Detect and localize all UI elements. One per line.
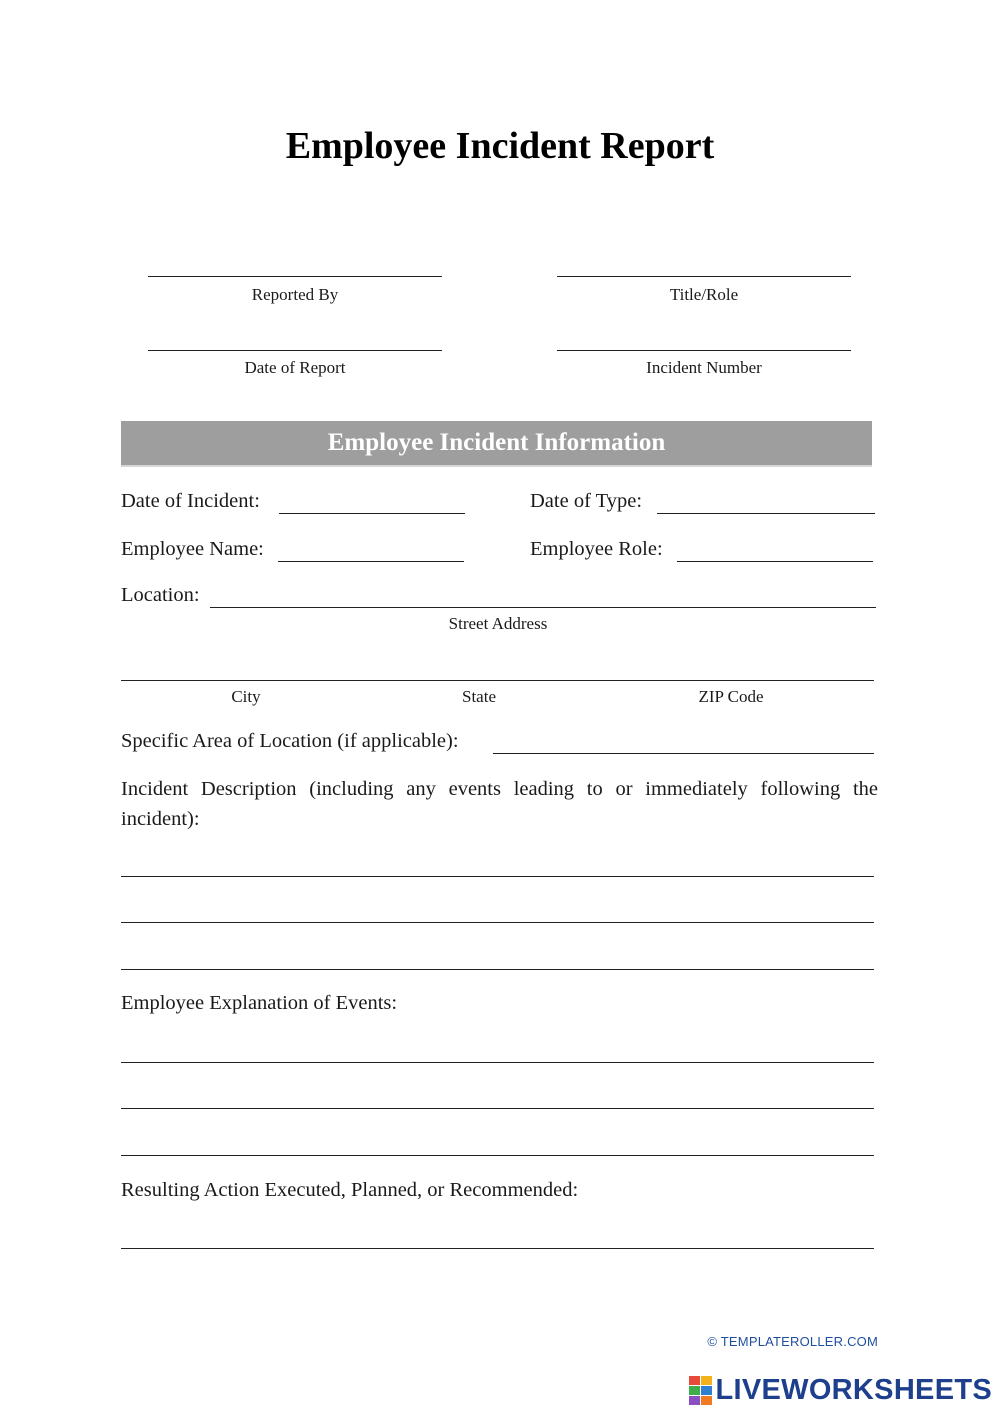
- zip-code-caption: ZIP Code: [698, 687, 764, 706]
- employee-role-label: Employee Role:: [530, 538, 663, 560]
- date-of-type-field[interactable]: [657, 513, 875, 514]
- employee-explanation-label: Employee Explanation of Events:: [121, 992, 398, 1014]
- section-header: Employee Incident Information: [121, 421, 872, 465]
- reported-by-caption: Reported By: [251, 285, 339, 304]
- street-address-caption: Street Address: [448, 614, 548, 633]
- logo-block: [701, 1386, 712, 1395]
- employee-explanation-line-1[interactable]: [121, 1062, 874, 1063]
- liveworksheets-logo-icon: [689, 1376, 713, 1406]
- logo-block: [701, 1396, 712, 1405]
- logo-block: [689, 1396, 700, 1405]
- date-of-report-caption: Date of Report: [244, 358, 346, 377]
- employee-name-label: Employee Name:: [121, 538, 264, 560]
- title-role-caption: Title/Role: [669, 285, 739, 304]
- logo-block: [701, 1376, 712, 1385]
- date-of-report-line[interactable]: [148, 350, 442, 351]
- page-title: Employee Incident Report: [285, 125, 715, 167]
- logo-block: [689, 1376, 700, 1385]
- city-caption: City: [231, 687, 261, 706]
- logo-block: [689, 1386, 700, 1395]
- state-caption: State: [462, 687, 496, 706]
- incident-number-caption: Incident Number: [646, 358, 762, 377]
- specific-area-field[interactable]: [493, 753, 874, 754]
- incident-description-line-3[interactable]: [121, 969, 874, 970]
- specific-area-label: Specific Area of Location (if applicable):: [121, 730, 459, 752]
- date-of-incident-field[interactable]: [279, 513, 465, 514]
- location-label: Location:: [121, 584, 200, 606]
- employee-explanation-line-2[interactable]: [121, 1108, 874, 1109]
- city-state-zip-field[interactable]: [121, 680, 874, 681]
- reported-by-line[interactable]: [148, 276, 442, 277]
- incident-description-line-2[interactable]: [121, 922, 874, 923]
- incident-number-line[interactable]: [557, 350, 851, 351]
- resulting-action-line-1[interactable]: [121, 1248, 874, 1249]
- employee-explanation-line-3[interactable]: [121, 1155, 874, 1156]
- street-address-field[interactable]: [210, 607, 876, 608]
- liveworksheets-watermark: [689, 1374, 993, 1407]
- liveworksheets-text: LIVEWORKSHEETS: [715, 1374, 992, 1406]
- title-role-line[interactable]: [557, 276, 851, 277]
- incident-description-line-1[interactable]: [121, 876, 874, 877]
- resulting-action-label: Resulting Action Executed, Planned, or Recommended:: [121, 1179, 579, 1201]
- date-of-incident-label: Date of Incident:: [121, 490, 260, 512]
- employee-name-field[interactable]: [278, 561, 464, 562]
- date-of-type-label: Date of Type:: [530, 490, 643, 512]
- copyright-text: © TEMPLATEROLLER.COM: [707, 1334, 878, 1349]
- employee-role-field[interactable]: [677, 561, 873, 562]
- incident-description-label: Incident Description (including any events leading to or immediately following the incident):: [121, 778, 878, 830]
